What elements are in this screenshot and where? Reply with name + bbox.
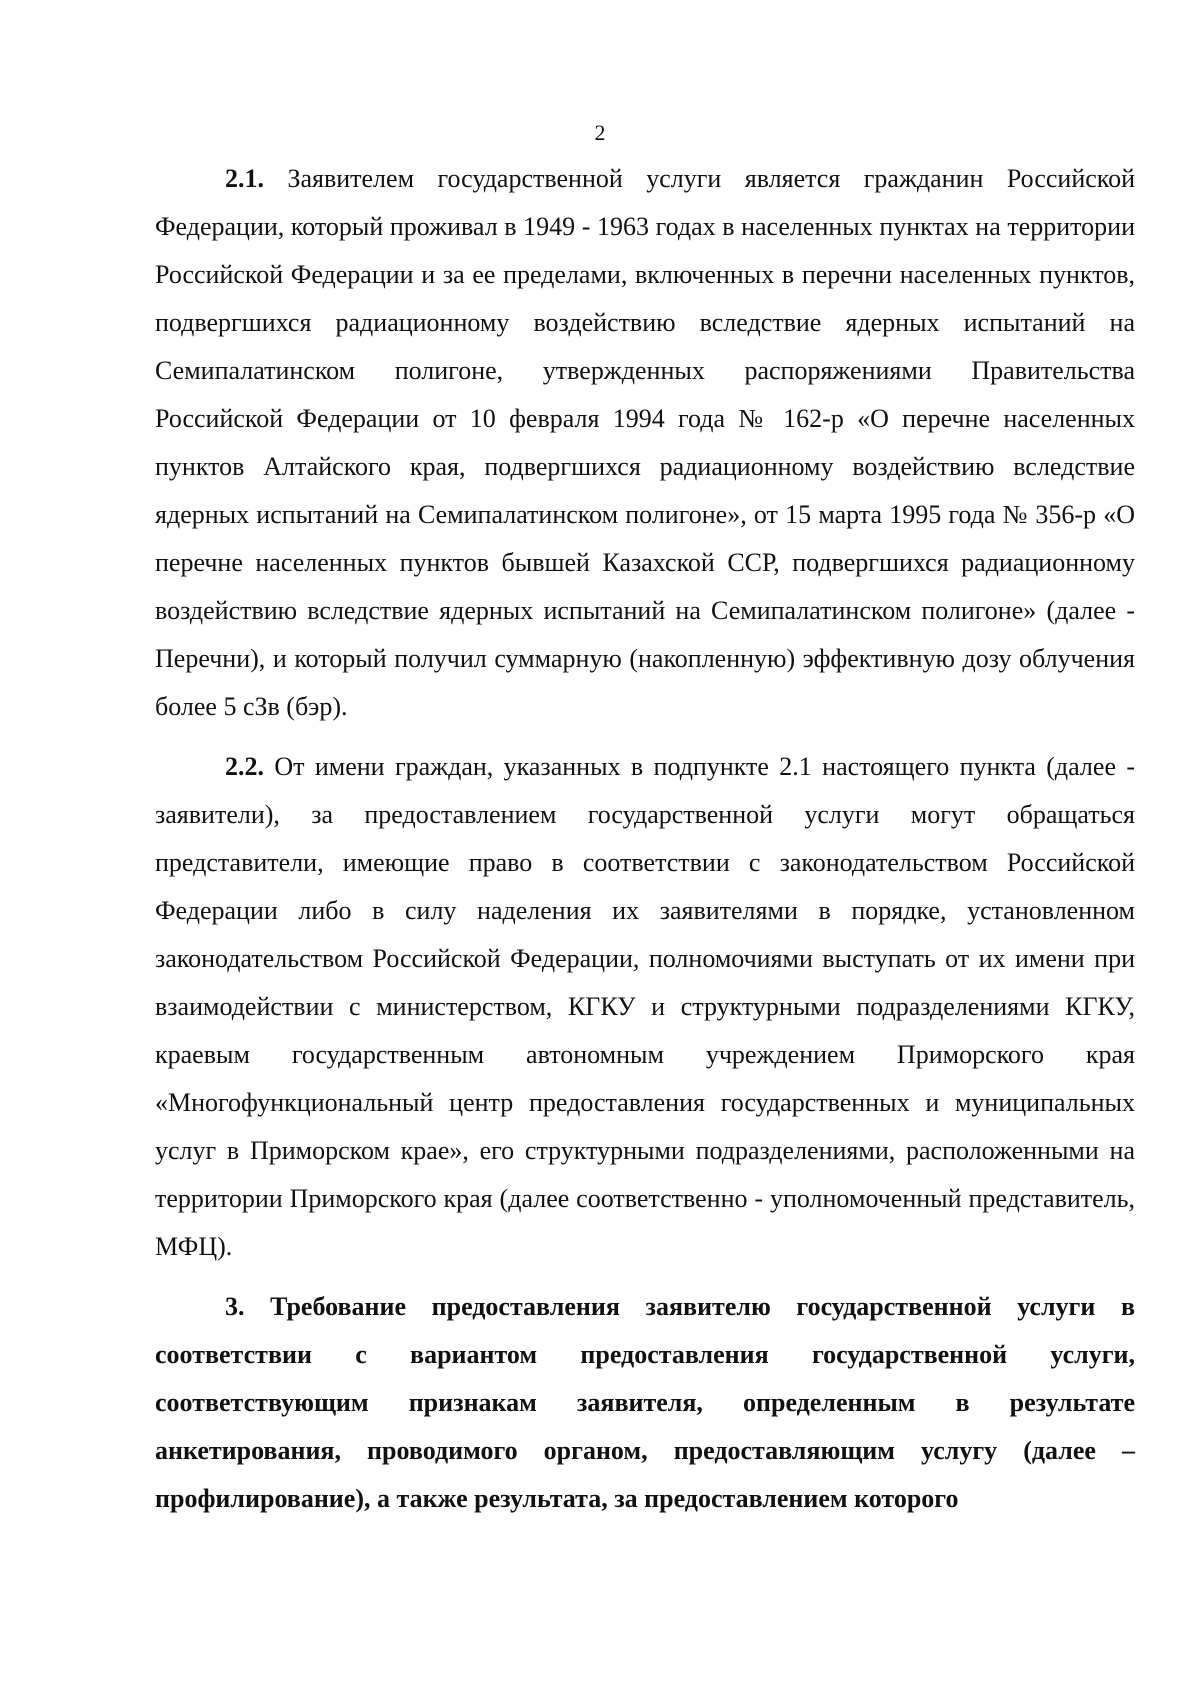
- document-body: [155, 155, 1135, 1523]
- paragraph-2-1: [155, 155, 1135, 731]
- paragraph-number: 2.1.: [225, 164, 264, 193]
- paragraph-number: 2.2.: [225, 752, 264, 781]
- paragraph-2-2: [155, 743, 1135, 1271]
- paragraph-text: От имени граждан, указанных в подпункте 2.1 настоящего пункта (далее - заявители), за предоставлением государственной услуги могут обращаться представители, имеющие право в соответствии с законодательством Российской Федерации либо в силу наделения их заявителями в порядке, установленном законодательством Российской Федерации, полномочиями выступать от их имени при взаимодействии с министерством, КГКУ и структурными подразделениями КГКУ, краевым государственным автономным учреждением Приморского края «Многофункциональный центр предоставления государственных и муниципальных услуг в Приморском крае», его структурными подразделениями, расположенными на территории Приморского края (далее соответственно - уполномоченный представитель, МФЦ).: [155, 752, 1135, 1261]
- paragraph-text: Заявителем государственной услуги является гражданин Российской Федерации, который проживал в 1949 - 1963 годах в населенных пунктах на территории Российской Федерации и за ее пределами, включенных в перечни населенных пунктов, подвергшихся радиационному воздействию вследствие ядерных испытаний на Семипалатинском полигоне, утвержденных распоряжениями Правительства Российской Федерации от 10 февраля 1994 года № 162-р «О перечне населенных пунктов Алтайского края, подвергшихся радиационному воздействию вследствие ядерных испытаний на Семипалатинском полигоне», от 15 марта 1995 года № 356-р «О перечне населенных пунктов бывшей Казахской ССР, подвергшихся радиационному воздействию вследствие ядерных испытаний на Семипалатинском полигоне» (далее - Перечни), и который получил суммарную (накопленную) эффективную дозу облучения более 5 сЗв (бэр).: [155, 164, 1135, 721]
- section-heading-3: 3. Требование предоставления заявителю государственной услуги в соответствии с вариантом предоставления государственной услуги, соответствующим признакам заявителя, определенным в результате анкетирования, проводимого органом, предоставляющим услугу (далее – профилирование), а также результата, за предоставлением которого: [155, 1292, 1135, 1513]
- page-number: 2: [594, 120, 606, 145]
